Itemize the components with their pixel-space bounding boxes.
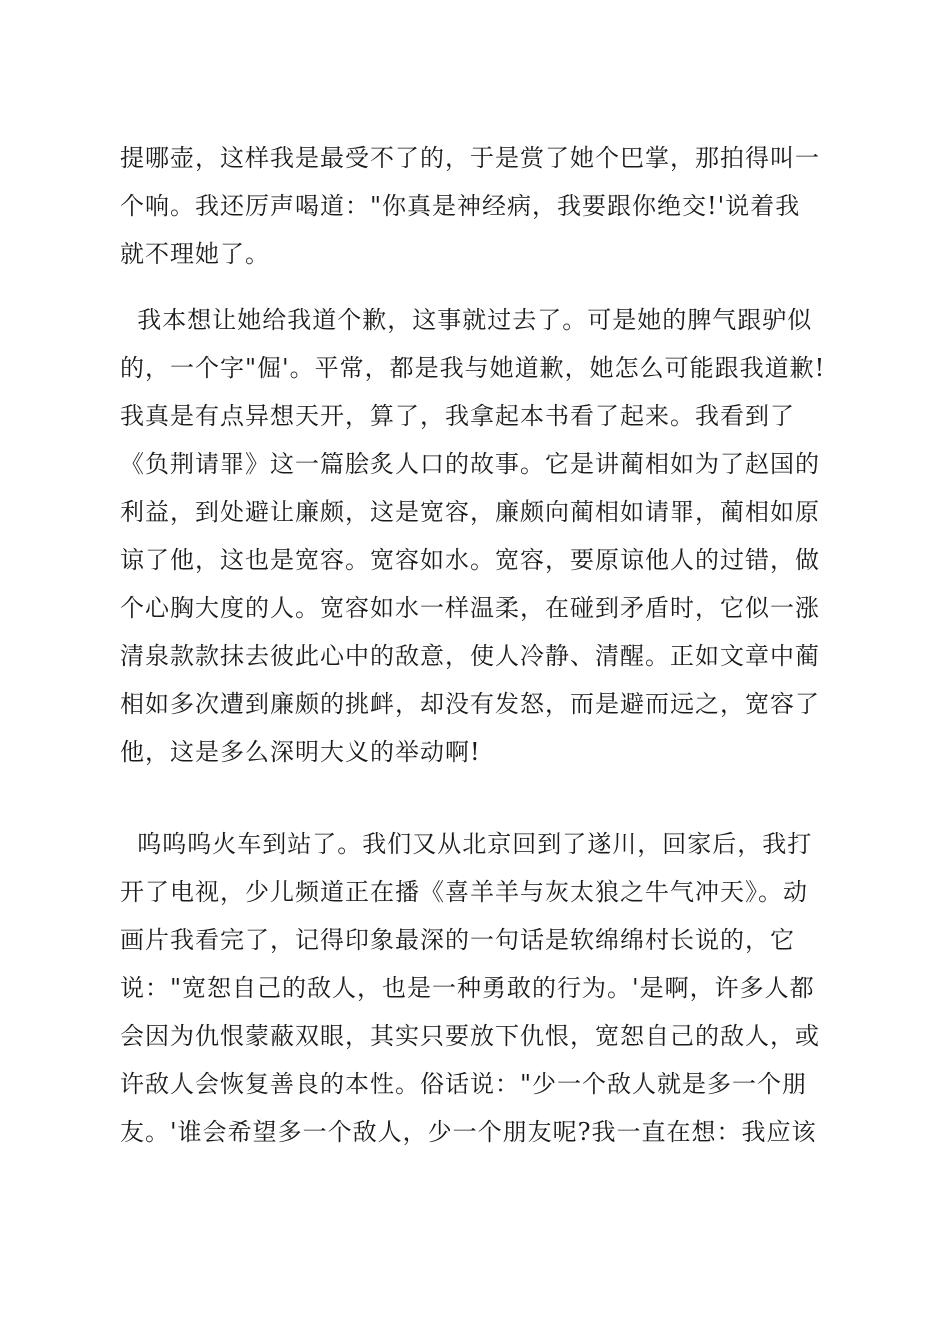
text-line: 友。'谁会希望多一个敌人，少一个朋友呢?我一直在想：我应该 [120,1118,817,1146]
text-line: 的，一个字"倔'。平常，都是我与她道歉，她怎么可能跟我道歉! [120,354,826,382]
text-line: 画片我看完了，记得印象最深的一句话是软绵绵村长说的，它 [120,926,795,954]
text-line: 个响。我还厉声喝道："你真是神经病，我要跟你绝交!'说着我 [120,192,801,220]
text-line: 我真是有点异想天开，算了，我拿起本书看了起来。我看到了 [120,402,795,430]
text-line: 谅了他，这也是宽容。宽容如水。宽容，要原谅他人的过错，做 [120,546,820,574]
text-line: 许敌人会恢复善良的本性。俗话说："少一个敌人就是多一个朋 [120,1070,808,1098]
text-line: 呜呜呜火车到站了。我们又从北京回到了遂川，回家后，我打 [120,830,813,858]
paragraph-1 [120,134,840,278]
text-line: 说："宽恕自己的敌人，也是一种勇敢的行为。'是啊，许多人都 [120,974,815,1002]
paragraph-3 [120,820,840,1156]
text-line: 他，这是多么深明大义的举动啊! [120,738,481,766]
text-line: 清泉款款抹去彼此心中的敌意，使人冷静、清醒。正如文章中蔺 [120,642,820,670]
text-line: 提哪壶，这样我是最受不了的，于是赏了她个巴掌，那拍得叫一 [120,144,820,172]
text-line: 我本想让她给我道个歉，这事就过去了。可是她的脾气跟驴似 [120,306,813,334]
text-line: 利益，到处避让廉颇，这是宽容，廉颇向蔺相如请罪，蔺相如原 [120,498,820,526]
text-line: 开了电视，少儿频道正在播《喜羊羊与灰太狼之牛气冲天》。动 [120,878,808,906]
paragraph-2 [120,296,840,776]
text-line: 会因为仇恨蒙蔽双眼，其实只要放下仇恨，宽恕自己的敌人，或 [120,1022,820,1050]
text-line: 个心胸大度的人。宽容如水一样温柔，在碰到矛盾时，它似一涨 [120,594,820,622]
text-line: 相如多次遭到廉颇的挑衅，却没有发怒，而是避而远之，宽容了 [120,690,820,718]
text-line: 就不理她了。 [120,240,270,268]
text-line: 《负荆请罪》这一篇脍炙人口的故事。它是讲蔺相如为了赵国的 [120,450,820,478]
